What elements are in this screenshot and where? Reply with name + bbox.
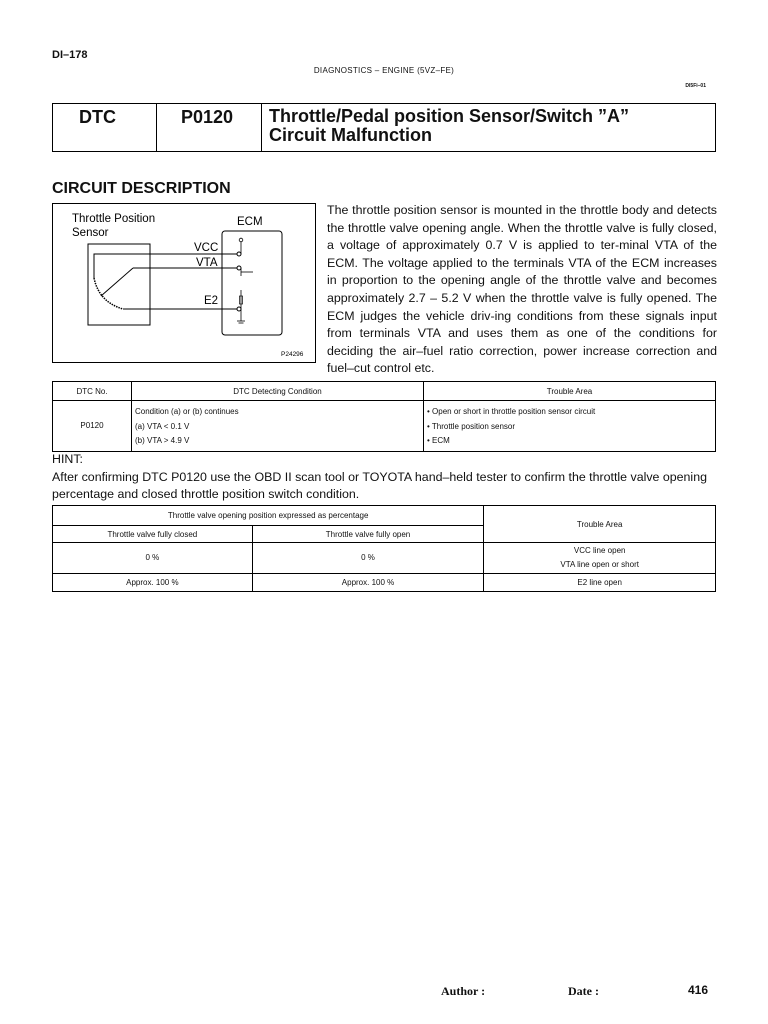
detecting-condition-cell	[132, 401, 424, 452]
terminal-vcc-label: VCC	[194, 242, 219, 254]
page-id: DI–178	[52, 49, 88, 61]
closed-value-cell: 0 %	[53, 543, 253, 574]
dtc-table-header-row	[53, 382, 716, 401]
throttle-percentage-table	[52, 505, 716, 592]
ecm-supply-node	[239, 238, 243, 242]
dtc-title-line2: Circuit Malfunction	[269, 125, 432, 145]
dtc-title-box	[52, 103, 716, 152]
terminal-e2-label: E2	[204, 295, 219, 307]
dtc-code-cell: P0120	[53, 401, 132, 452]
pct-trouble-area-header: Trouble Area	[484, 506, 716, 543]
hint-label: HINT:	[52, 452, 83, 466]
trouble-area-item: VTA line open or short	[560, 560, 639, 569]
trouble-area-cell	[424, 401, 716, 452]
header-dtc-no: DTC No.	[53, 382, 132, 401]
trouble-area-cell: E2 line open	[484, 574, 716, 592]
open-value-cell: 0 %	[252, 543, 484, 574]
trouble-area-item: • Open or short in throttle position sensor circuit	[427, 407, 596, 416]
circuit-description-text: The throttle position sensor is mounted in the throttle body and detects the throttle valve opening angle. When the throttle valve is fully closed, a voltage of approximately 0.7 V is applied to ter-minal VTA of the ECM. The voltage applied to the terminals VTA of the ECM increases in proportion to the opening angle of the throttle valve and becomes approximately 2.7 – 5.2 V when the throttle valve is fully opened. The ECM judges the vehicle driv-ing conditions from these signals input from terminals VTA and uses them as one of the conditions for deciding the air–fuel ratio correction, power increase correction and fuel–cut control etc.	[327, 203, 717, 376]
condition-line: (a) VTA < 0.1 V	[135, 421, 190, 431]
condition-line: Condition (a) or (b) continues	[135, 407, 239, 416]
dtc-condition-table	[52, 381, 716, 452]
hint-text: After confirming DTC P0120 use the OBD II scan tool or TOYOTA hand–held tester to confirm the throttle valve opening percentage and closed throttle position switch condition.	[52, 470, 707, 501]
header-fully-open: Throttle valve fully open	[252, 526, 484, 543]
vcc-lead	[94, 254, 150, 278]
section-header: DIAGNOSTICS – ENGINE (5VZ–FE)	[313, 66, 455, 75]
e2-terminal	[237, 307, 241, 311]
ecm-box	[222, 231, 282, 335]
dtc-title	[262, 104, 715, 151]
page-number: 416	[688, 983, 709, 997]
figure-id: P24296	[281, 351, 304, 358]
sensor-label-line1: Throttle Position	[72, 213, 156, 225]
closed-value-cell: Approx. 100 %	[53, 574, 253, 592]
table-row	[53, 574, 716, 592]
trouble-area-item: • Throttle position sensor	[427, 421, 516, 431]
dtc-label: DTC	[53, 104, 157, 151]
dtc-table-row	[53, 401, 716, 452]
ecm-label: ECM	[237, 216, 263, 228]
dtc-code: P0120	[157, 104, 262, 151]
circuit-description-heading: CIRCUIT DESCRIPTION	[52, 180, 231, 197]
condition-line: (b) VTA > 4.9 V	[135, 436, 190, 445]
sensor-label-line2: Sensor	[72, 227, 109, 239]
trouble-area-item: • ECM	[427, 436, 450, 445]
pct-group-header-row	[53, 506, 716, 526]
potentiometer-wiper	[101, 268, 133, 296]
date-label: Date :	[568, 984, 599, 998]
sensor-box	[88, 244, 150, 325]
potentiometer-resistor	[94, 278, 123, 309]
vcc-terminal	[237, 252, 241, 256]
author-label: Author :	[441, 984, 486, 998]
trouble-area-cell	[484, 543, 716, 574]
header-trouble-area: Trouble Area	[424, 382, 716, 401]
open-value-cell: Approx. 100 %	[252, 574, 484, 592]
vta-terminal	[237, 266, 241, 270]
reference-code: DI5Fi–01	[685, 83, 706, 89]
trouble-area-item: VCC line open	[573, 546, 626, 555]
header-detecting-condition: DTC Detecting Condition	[132, 382, 424, 401]
pct-group-header: Throttle valve opening position expressed as percentage	[53, 506, 484, 526]
circuit-diagram	[52, 203, 316, 363]
dtc-title-line1: Throttle/Pedal position Sensor/Switch ”A”	[269, 106, 630, 126]
table-row	[53, 543, 716, 574]
terminal-vta-label: VTA	[196, 257, 218, 269]
header-fully-closed: Throttle valve fully closed	[53, 526, 253, 543]
